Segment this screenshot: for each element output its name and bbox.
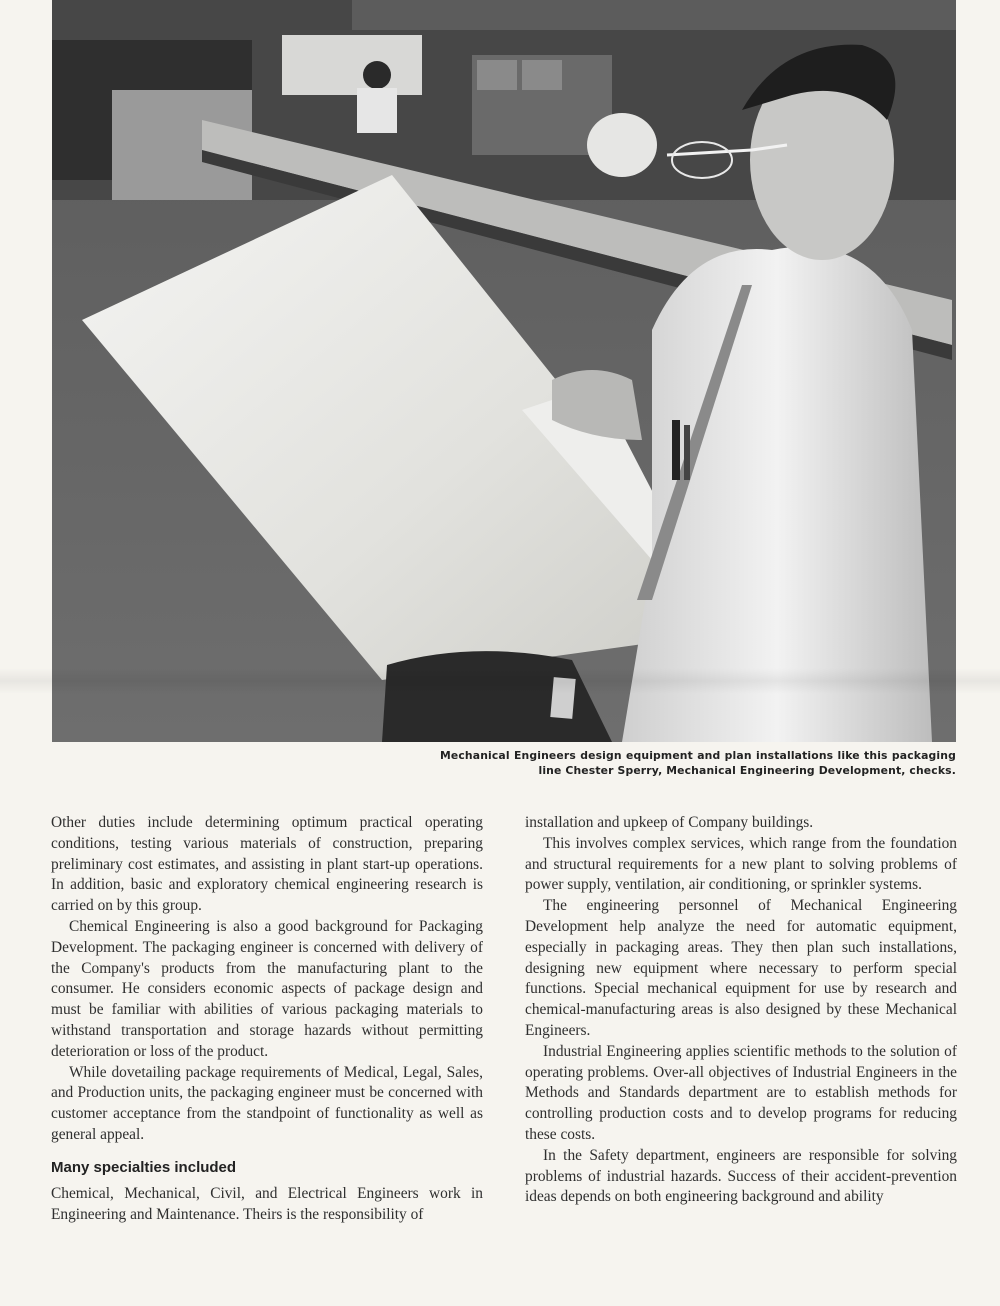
paragraph: This involves complex services, which range from the foundation and structural requirements for a new plant to solving problems of power supply, ventilation, air conditioning, or sprinkler systems. [525,834,957,894]
paragraph: Industrial Engineering applies scientific methods to the solution of operating problems. Over-all objectives of Industrial Engineers in the Methods and Standards department are to establish methods for controlling production costs and to develop programs for reducing these costs. [525,1042,957,1143]
paragraph: In the Safety department, engineers are responsible for solving problems of industrial hazards. Success of their accident-prevention ideas depends on both engineering background and ability [525,1146,957,1206]
paragraph: While dovetailing package requirements of Medical, Legal, Sales, and Production units, the packaging engineer must be concerned with customer acceptance from the standpoint of functionality as well as general appeal. [51,1063,483,1143]
page-fold-shadow [0,668,1000,694]
paragraph: Chemical, Mechanical, Civil, and Electrical Engineers work in Engineering and Maintenance. Theirs is the responsibility of [51,1184,483,1223]
right-column [525,813,957,1208]
paragraph: installation and upkeep of Company buildings. [525,814,814,831]
paragraph: The engineering personnel of Mechanical Engineering Development help analyze the need for automatic equipment, especially in packaging areas. They then plan such installations, designing new equipment where necessary to perform special functions. Special mechanical equipment for use by research and chemical-manufacturing areas is also designed by these Mechanical Engineers. [525,897,957,1039]
paragraph: Other duties include determining optimum practical operating conditions, testing various materials of construction, preparing preliminary cost estimates, and assisting in plant start-up operations. In addition, basic and exploratory chemical engineering research is carried on by this group. [51,814,483,915]
photo-caption: Mechanical Engineers design equipment and plan installations like this packaging line Chester Sperry, Mechanical Engineering Development, checks. [440,749,956,777]
photo-engineer-with-blueprint [52,0,956,742]
photo-illustration [52,0,956,742]
section-heading: Many specialties included [51,1158,237,1176]
paragraph: Chemical Engineering is also a good background for Packaging Development. The packaging engineer is concerned with delivery of the Company's products from the manufacturing plant to the consumer. He considers economic aspects of package design and must be familiar with abilities of various packaging materials to withstand transportation and storage hazards without permitting deterioration or loss of the product. [51,917,483,1060]
left-column [51,813,483,1225]
